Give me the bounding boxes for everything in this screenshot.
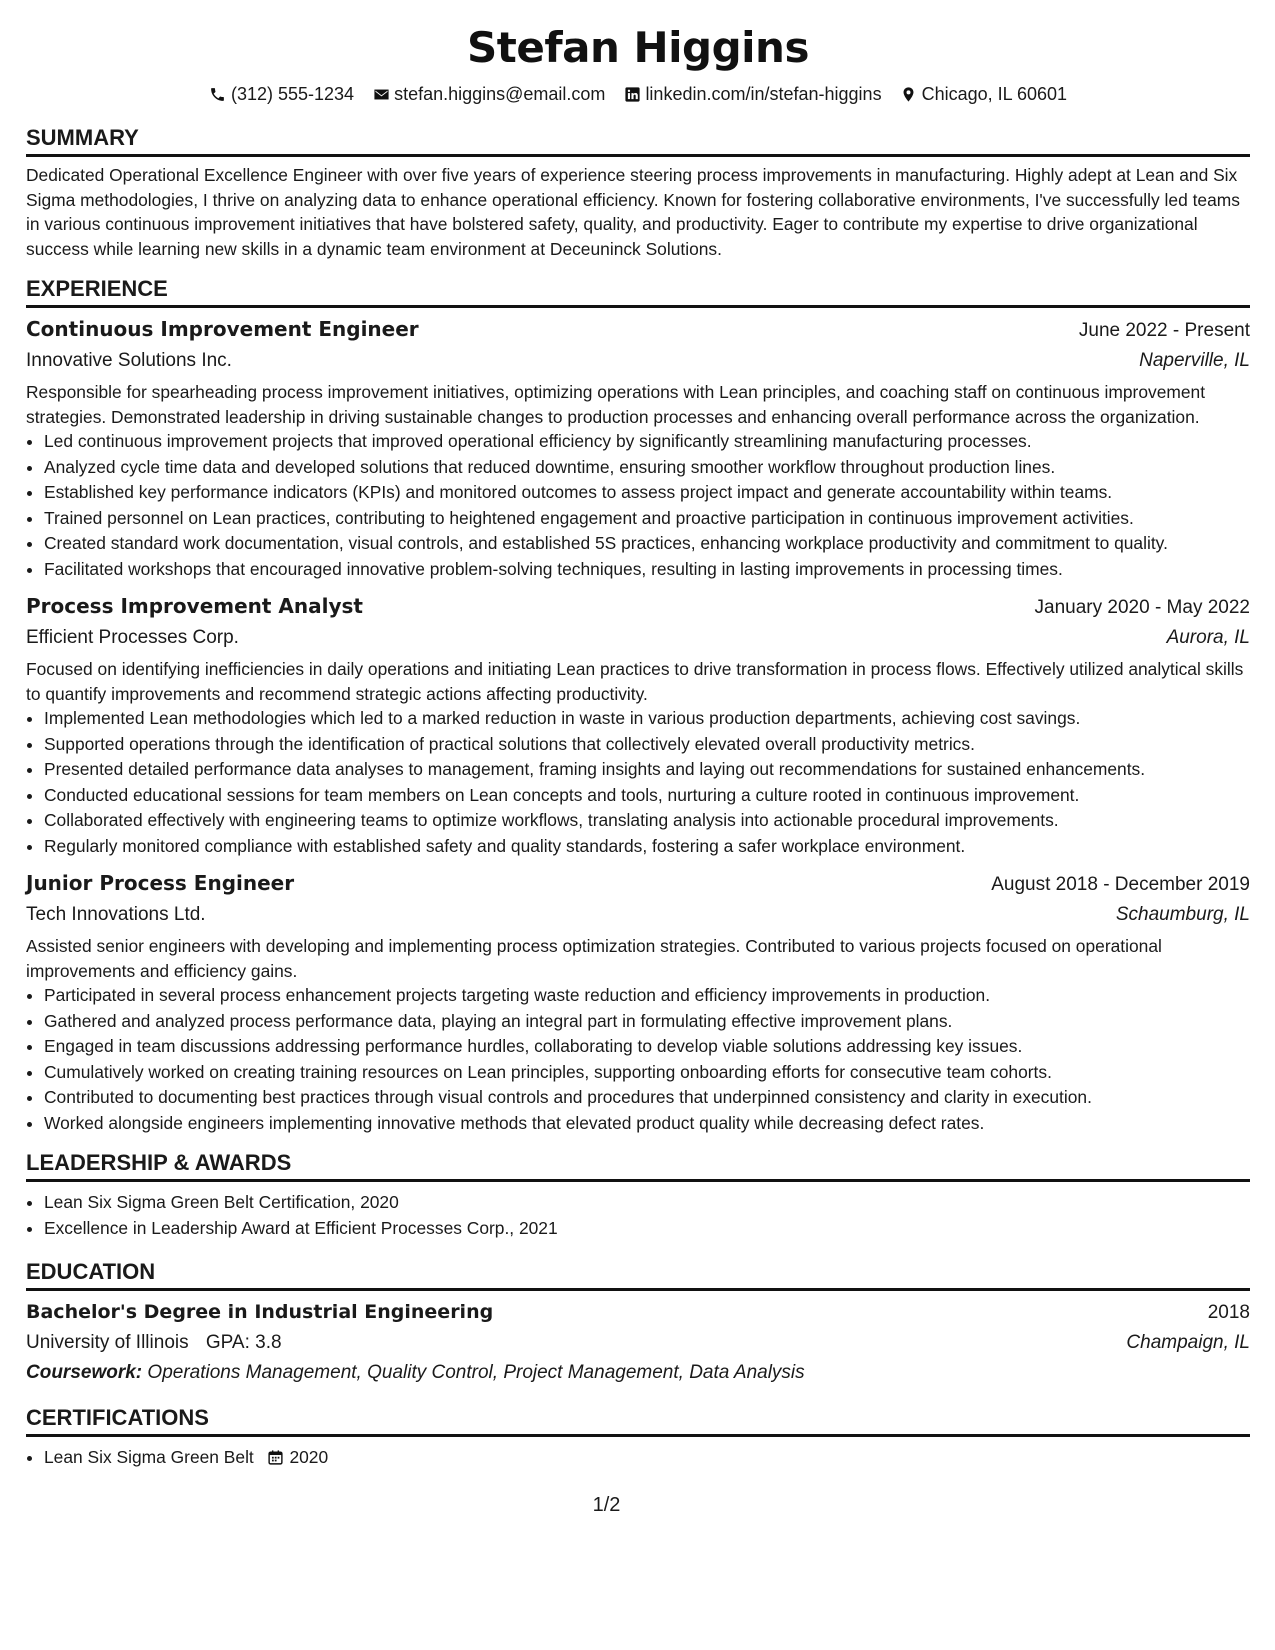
list-item: • Established key performance indicators (KPIs) and monitored outcomes to assess project impact and generate accountability within teams. bbox=[44, 480, 1250, 505]
list-item: • Conducted educational sessions for team members on Lean concepts and tools, nurturing a culture rooted in continuous improvement. bbox=[44, 783, 1250, 808]
coursework-text: Operations Management, Quality Control, Project Management, Data Analysis bbox=[147, 1362, 805, 1383]
list-item: • Engaged in team discussions addressing performance hurdles, collaborating to develop viable solutions addressing key issues. bbox=[44, 1034, 1250, 1059]
envelope-icon bbox=[372, 85, 390, 103]
phone-icon bbox=[209, 85, 227, 103]
list-item: • Led continuous improvement projects that improved operational efficiency by significantly streamlining manufacturing processes. bbox=[44, 429, 1250, 454]
linkedin-text[interactable]: linkedin.com/in/stefan-higgins bbox=[645, 84, 882, 104]
certification-year: 2020 bbox=[289, 1447, 329, 1467]
job-location: Naperville, IL bbox=[1139, 350, 1250, 371]
section-title: EDUCATION bbox=[26, 1259, 156, 1284]
job-bullets bbox=[26, 429, 1250, 581]
job-date: January 2020 - May 2022 bbox=[1034, 597, 1250, 618]
list-item: • Supported operations through the identification of practical solutions that collectively elevated overall productivity metrics. bbox=[44, 732, 1250, 757]
job-title: Continuous Improvement Engineer bbox=[26, 317, 419, 341]
list-item: • Gathered and analyzed process performance data, playing an integral part in formulating effective improvement plans. bbox=[44, 1009, 1250, 1034]
company-name: Innovative Solutions Inc. bbox=[26, 350, 232, 371]
certification-name: Lean Six Sigma Green Belt bbox=[44, 1447, 254, 1467]
job-location: Schaumburg, IL bbox=[1115, 904, 1250, 925]
linkedin-icon bbox=[623, 85, 641, 103]
resume-page bbox=[26, 20, 1250, 1471]
graduation-year: 2018 bbox=[1207, 1302, 1250, 1323]
summary-section bbox=[26, 124, 1250, 261]
list-item: • Lean Six Sigma Green Belt Certification, 2020 bbox=[44, 1190, 1250, 1215]
location-text: Chicago, IL 60601 bbox=[921, 84, 1068, 104]
contact-location bbox=[900, 82, 1067, 106]
school-name: University of Illinois bbox=[26, 1332, 189, 1353]
list-item: • Trained personnel on Lean practices, contributing to heightened engagement and proactive participation in continuous improvement activities. bbox=[44, 506, 1250, 531]
job-description: Assisted senior engineers with developing and implementing process optimization strategies. Contributed to various projects focused on operational improvements and efficiency gains. bbox=[26, 936, 1162, 981]
certifications-section bbox=[26, 1404, 1250, 1470]
job-title: Process Improvement Analyst bbox=[26, 594, 363, 618]
job-description: Responsible for spearheading process improvement initiatives, optimizing operations with Lean principles, and coaching staff on continuous improvement strategies. Demonstrated leadership in driving sustainable changes to production processes and enhancing overall performance across the organization. bbox=[26, 382, 1206, 427]
email-text[interactable]: stefan.higgins@email.com bbox=[394, 84, 606, 104]
education-heading bbox=[26, 1258, 1250, 1291]
job-entry bbox=[26, 591, 1250, 858]
list-item: • Presented detailed performance data analyses to management, framing insights and laying out recommendations for sustained enhancements. bbox=[44, 757, 1250, 782]
list-item: • Analyzed cycle time data and developed solutions that reduced downtime, ensuring smoother workflow throughout production lines. bbox=[44, 455, 1250, 480]
list-item: • Implemented Lean methodologies which led to a marked reduction in waste in various production departments, achieving cost savings. bbox=[44, 706, 1250, 731]
education-section bbox=[26, 1258, 1250, 1388]
list-item: • Participated in several process enhancement projects targeting waste reduction and efficiency improvements in production. bbox=[44, 983, 1250, 1008]
job-entry bbox=[26, 868, 1250, 1135]
job-bullets bbox=[26, 706, 1250, 858]
gpa-text: GPA: 3.8 bbox=[205, 1332, 282, 1353]
contact-phone bbox=[209, 82, 354, 106]
page-number: 1/2 bbox=[592, 1494, 621, 1516]
list-item: • Contributed to documenting best practices through visual controls and procedures that underpinned consistency and clarity in execution. bbox=[44, 1085, 1250, 1110]
candidate-name: Stefan Higgins bbox=[467, 23, 809, 72]
calendar-icon bbox=[267, 1449, 285, 1467]
job-bullets bbox=[26, 983, 1250, 1135]
leadership-section bbox=[26, 1149, 1250, 1240]
contact-linkedin[interactable] bbox=[623, 82, 881, 106]
section-title: LEADERSHIP & AWARDS bbox=[26, 1150, 292, 1175]
job-description: Focused on identifying inefficiencies in daily operations and initiating Lean practices to drive transformation in process flows. Effectively utilized analytical skills to quantify improvements and recommend strategic actions affecting productivity. bbox=[26, 659, 1244, 704]
leadership-list bbox=[26, 1190, 1250, 1240]
coursework-label: Coursework: bbox=[26, 1362, 143, 1383]
section-title: EXPERIENCE bbox=[26, 276, 168, 301]
coursework-line bbox=[26, 1358, 1250, 1388]
list-item: • Collaborated effectively with engineering teams to optimize workflows, translating analysis into actionable procedural improvements. bbox=[44, 808, 1250, 833]
degree-title: Bachelor's Degree in Industrial Engineering bbox=[26, 1301, 494, 1323]
list-item: • Cumulatively worked on creating training resources on Lean principles, supporting onboarding efforts for consecutive team cohorts. bbox=[44, 1060, 1250, 1085]
list-item: • Created standard work documentation, visual controls, and established 5S practices, enhancing workplace productivity and commitment to quality. bbox=[44, 531, 1250, 556]
phone-text: (312) 555-1234 bbox=[230, 84, 355, 104]
experience-heading bbox=[26, 275, 1250, 308]
section-title: CERTIFICATIONS bbox=[26, 1405, 209, 1430]
job-entry bbox=[26, 314, 1250, 581]
school-location: Champaign, IL bbox=[1126, 1332, 1250, 1353]
certifications-list bbox=[26, 1445, 1250, 1470]
list-item bbox=[44, 1445, 1250, 1470]
list-item: • Facilitated workshops that encouraged innovative problem-solving techniques, resulting in lasting improvements in processing times. bbox=[44, 557, 1250, 582]
contact-email[interactable] bbox=[372, 82, 605, 106]
list-item: • Regularly monitored compliance with established safety and quality standards, fostering a safer workplace environment. bbox=[44, 834, 1250, 859]
job-title: Junior Process Engineer bbox=[26, 871, 295, 895]
job-date: August 2018 - December 2019 bbox=[991, 874, 1250, 895]
job-date: June 2022 - Present bbox=[1078, 320, 1250, 341]
section-title: SUMMARY bbox=[26, 125, 139, 150]
job-location: Aurora, IL bbox=[1166, 627, 1250, 648]
list-item: • Worked alongside engineers implementing innovative methods that elevated product quality while decreasing defect rates. bbox=[44, 1111, 1250, 1136]
list-item: • Excellence in Leadership Award at Efficient Processes Corp., 2021 bbox=[44, 1216, 1250, 1241]
contact-bar bbox=[26, 82, 1250, 106]
certifications-heading bbox=[26, 1404, 1250, 1437]
company-name: Efficient Processes Corp. bbox=[26, 627, 239, 648]
experience-section bbox=[26, 275, 1250, 1135]
summary-text: Dedicated Operational Excellence Engineer with over five years of experience steering process improvements in manufacturing. Highly adept at Lean and Six Sigma methodologies, I thrive on analyzing data to enhance operational efficiency. Known for fostering collaborative environments, I've successfully led teams in various continuous improvement initiatives that have bolstered safety, quality, and productivity. Eager to contribute my expertise to drive organizational success while learning new skills in a dynamic team environment at Deceuninck Solutions. bbox=[26, 165, 1240, 259]
leadership-heading bbox=[26, 1149, 1250, 1182]
map-pin-icon bbox=[900, 85, 918, 103]
summary-heading bbox=[26, 124, 1250, 157]
company-name: Tech Innovations Ltd. bbox=[26, 904, 206, 925]
